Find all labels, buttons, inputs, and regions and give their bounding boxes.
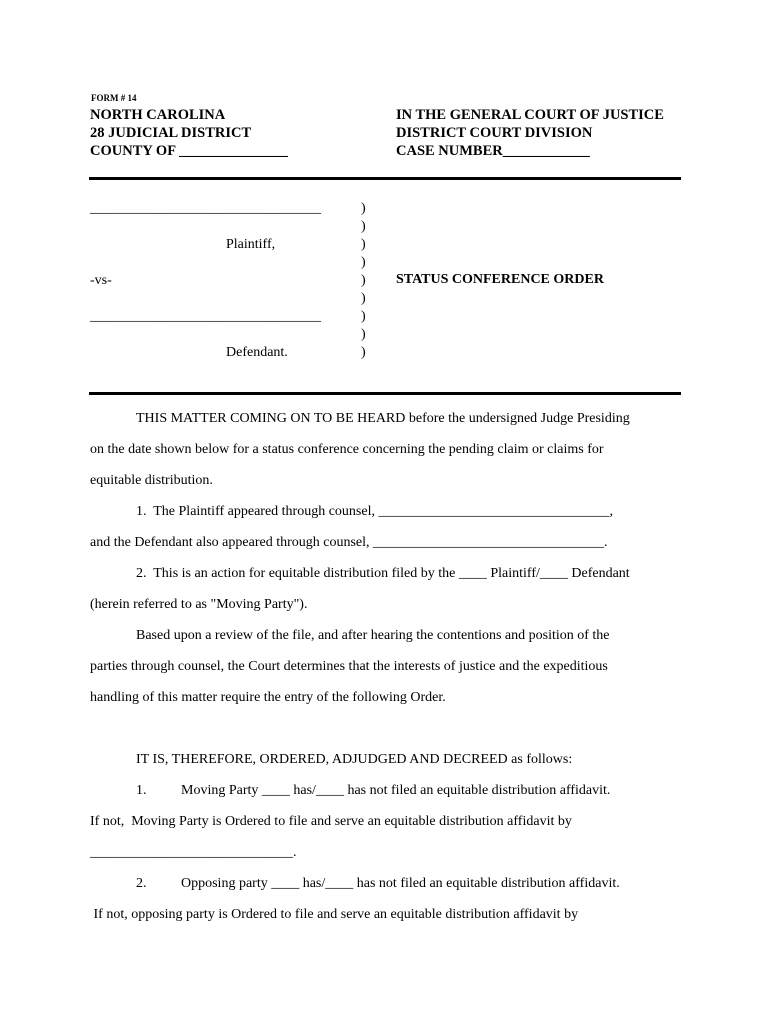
caption-divider — [89, 392, 681, 395]
court-name: IN THE GENERAL COURT OF JUSTICE — [396, 107, 664, 123]
paragraph-intro-line: on the date shown below for a status conference concerning the pending claim or claims for — [90, 442, 604, 457]
court-division: DISTRICT COURT DIVISION — [396, 125, 593, 141]
document-title: STATUS CONFERENCE ORDER — [396, 272, 604, 287]
order-1-number: 1. — [136, 783, 147, 798]
finding-2-line[interactable]: 2. This is an action for equitable distribution filed by the ____ Plaintiff/____ Defendant — [136, 566, 630, 581]
plaintiff-name-field[interactable]: _________________________________ — [90, 201, 321, 216]
caption-paren: ) — [361, 219, 366, 234]
caption-paren: ) — [361, 201, 366, 216]
case-number-field[interactable]: CASE NUMBER____________ — [396, 143, 590, 159]
finding-1-line[interactable]: and the Defendant also appeared through counsel, _________________________________. — [90, 535, 608, 550]
caption-paren: ) — [361, 327, 366, 342]
order-2-line: If not, opposing party is Ordered to file and serve an equitable distribution affidavit by — [90, 907, 579, 922]
order-2-text[interactable]: Opposing party ____ has/____ has not filed an equitable distribution affidavit. — [181, 876, 620, 891]
caption-paren: ) — [361, 273, 366, 288]
determination-line: handling of this matter require the entry of the following Order. — [90, 690, 446, 705]
determination-line: Based upon a review of the file, and after hearing the contentions and position of the — [136, 628, 610, 643]
form-number: FORM # 14 — [91, 93, 137, 103]
caption-paren: ) — [361, 255, 366, 270]
header-divider — [89, 177, 681, 180]
defendant-name-field[interactable]: _________________________________ — [90, 309, 321, 324]
order-1-deadline-field[interactable]: _____________________________. — [90, 845, 297, 860]
order-1-line: If not, Moving Party is Ordered to file and serve an equitable distribution affidavit by — [90, 814, 572, 829]
ordered-heading: IT IS, THEREFORE, ORDERED, ADJUDGED AND DECREED as follows: — [136, 752, 573, 767]
order-1-text[interactable]: Moving Party ____ has/____ has not filed an equitable distribution affidavit. — [181, 783, 611, 798]
judicial-district: 28 JUDICIAL DISTRICT — [90, 125, 252, 141]
defendant-label: Defendant. — [226, 345, 288, 360]
order-2-number: 2. — [136, 876, 147, 891]
finding-2-line: (herein referred to as "Moving Party"). — [90, 597, 308, 612]
finding-1-line[interactable]: 1. The Plaintiff appeared through counsel, _________________________________, — [136, 504, 613, 519]
paragraph-intro-line: equitable distribution. — [90, 473, 213, 488]
plaintiff-label: Plaintiff, — [226, 237, 276, 252]
caption-paren: ) — [361, 309, 366, 324]
state-name: NORTH CAROLINA — [90, 107, 226, 123]
paragraph-intro-line: THIS MATTER COMING ON TO BE HEARD before the undersigned Judge Presiding — [136, 411, 630, 426]
caption-paren: ) — [361, 291, 366, 306]
caption-paren: ) — [361, 237, 366, 252]
county-field[interactable]: COUNTY OF _______________ — [90, 143, 288, 159]
determination-line: parties through counsel, the Court determines that the interests of justice and the expeditious — [90, 659, 608, 674]
versus-label: -vs- — [90, 273, 112, 288]
caption-paren: ) — [361, 345, 366, 360]
